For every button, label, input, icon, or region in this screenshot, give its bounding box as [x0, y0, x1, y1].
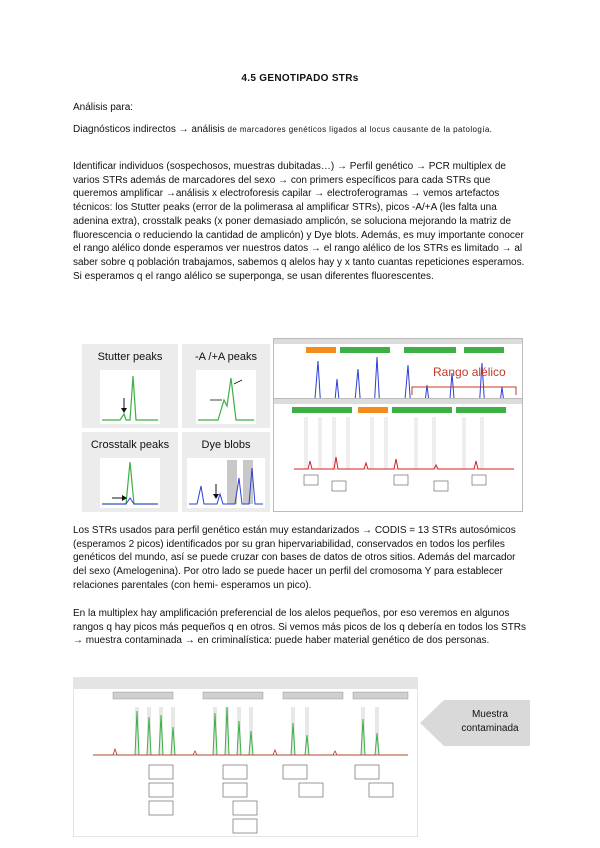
- electropherogram-bottom-plot: [274, 399, 522, 511]
- crosstalk-peaks-panel: [82, 432, 178, 512]
- crosstalk-peaks-label: Crosstalk peaks: [90, 439, 170, 451]
- contaminated-callout: [420, 700, 530, 746]
- page-title: 4.5 GENOTIPADO STRs: [241, 73, 359, 84]
- diagnosticos-lead: Diagnósticos indirectos → análisis: [73, 124, 228, 135]
- stutter-peaks-plot: [100, 370, 160, 424]
- codis-paragraph: Los STRs usados para perfil genético están muy estandarizados → CODIS = 13 STRs autosómicos (esperamos 2 picos) identificados por su gran hipervariabilidad, conservados en todos los perfiles genéticos del mundo, así se puede cruzar con bases de datos de otros sitios. Además del marcador del sexo (Amelogenina). Por otro lado se puede hacer un perfil del cromosoma Y para establecer relaciones parentales (con hemi- esperamos un pico).: [73, 525, 516, 591]
- analisis-label: Análisis para:: [73, 102, 134, 113]
- stutter-peaks-panel: [82, 344, 178, 428]
- callout-text: Muestra contaminada: [461, 709, 519, 734]
- multiplex-paragraph: En la multiplex hay amplificación preferencial de los alelos pequeños, por eso veremos en algunos rangos q hay picos más pequeños q en otros. Si vemos más picos de los q debería en todos los STRs → muestra contaminada → en criminalística: puede haber material genético de dos personas.: [73, 608, 527, 647]
- crosstalk-peaks-plot: [100, 458, 160, 508]
- dye-blobs-panel: [182, 432, 270, 512]
- identificar-paragraph: Identificar individuos (sospechosos, muestras dubitadas…) → Perfil genético → PCR multiplex de varios STRs además de marcadores del sexo → con primers específicos para cada STRs que queremos amplificar →análisis x electroforesis capilar → electroferogramas → vemos artefactos técnicos: los Stutter peaks (error de la polimerasa al amplificar STRs), picos -A/+A (les falta una adenina extra), crosstalk peaks (x poner demasiado amplicón, se soluciona mejorando la matriz de fluorescencia o reduciendo la cantidad de amplicón) y Dye blots. Además, es muy importante conocer el rango alélico donde esperamos ver nuestros datos → el rango alélico de los STRs es limitado → al saber sobre q población trabajamos, sabemos q alelos hay y x tanto cuantas repeticiones esperamos. Si esperamos q el rango alélico se superponga, se usan diferentes fluorescentes.: [73, 161, 525, 282]
- a-peaks-label: -A /+A peaks: [194, 351, 258, 363]
- rango-alelico-label: Rango alélico: [433, 365, 506, 379]
- diagnosticos-paragraph: [73, 123, 528, 137]
- dye-blobs-label: Dye blobs: [201, 439, 251, 451]
- electropherogram-bottom: [273, 398, 523, 512]
- contaminated-sample-figure: [73, 677, 418, 837]
- stutter-peaks-label: Stutter peaks: [97, 351, 163, 363]
- a-peaks-plot: [196, 370, 256, 424]
- dye-blobs-plot: [187, 458, 265, 508]
- a-peaks-panel: [182, 344, 270, 428]
- diagnosticos-small: de marcadores genéticos ligados al locus causante de la patología.: [227, 125, 493, 134]
- rango-alelico-bracket: [410, 383, 520, 397]
- contaminated-electropherogram: [73, 677, 418, 837]
